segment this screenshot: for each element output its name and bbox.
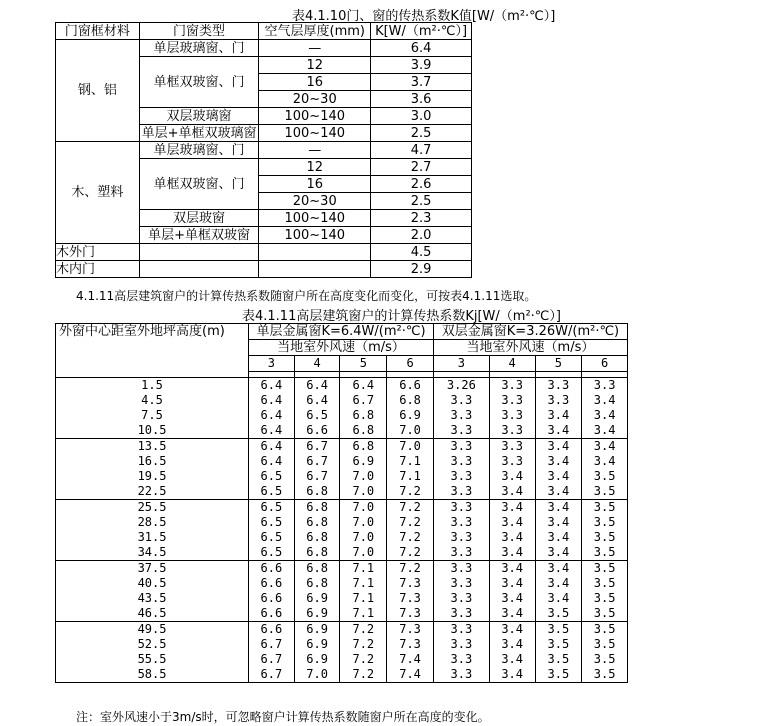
kj-value-cell: 3.3 [489,454,535,469]
kj-value-cell: 3.3 [433,439,489,455]
table2-data-row [56,576,628,591]
kj-value-cell: 3.4 [582,439,628,455]
empty-cell [139,244,259,261]
kj-value-cell: 3.3 [535,393,582,408]
height-cell: 10.5 [56,423,249,439]
kj-value-cell: 7.2 [387,545,434,561]
air-gap-cell: 100~140 [259,210,371,227]
k-value-cell: 4.5 [371,244,472,261]
k-value-cell: 4.7 [371,142,472,159]
kj-value-cell: 3.3 [433,454,489,469]
kj-value-cell: 6.7 [294,454,340,469]
kj-value-cell: 6.5 [249,530,295,545]
kj-value-cell: 3.5 [582,561,628,577]
table2-data-row [56,484,628,500]
kj-value-cell: 6.4 [249,378,295,394]
kj-value-cell: 6.9 [294,591,340,606]
kj-value-cell: 6.7 [340,393,387,408]
kj-value-cell: 3.3 [433,561,489,577]
wind-speed-value: 5 [340,356,387,372]
kj-value-cell: 7.0 [340,515,387,530]
kj-value-cell: 6.8 [294,576,340,591]
empty-cell [259,244,371,261]
height-cell: 55.5 [56,652,249,667]
kj-value-cell: 7.4 [387,652,434,667]
kj-value-cell: 7.0 [340,500,387,516]
kj-value-cell: 6.6 [249,591,295,606]
k-value-cell: 2.5 [371,125,472,142]
kj-value-cell: 3.3 [433,606,489,622]
kj-value-cell: 3.5 [535,622,582,638]
kj-value-cell: 6.4 [249,408,295,423]
air-gap-cell: 16 [259,74,371,91]
kj-value-cell: 6.6 [294,423,340,439]
kj-value-cell: 7.3 [387,637,434,652]
kj-value-cell: 3.5 [535,637,582,652]
table2-data-row [56,454,628,469]
k-value-cell: 6.4 [371,40,472,57]
kj-value-cell: 3.4 [582,408,628,423]
clause-4-1-11-text: 4.1.11高层建筑窗户的计算传热系数随窗户所在高度变化而变化，可按表4.1.11选取。 [76,289,537,303]
kj-value-cell: 7.2 [340,667,387,683]
kj-value-cell: 3.3 [433,652,489,667]
air-gap-cell: — [259,40,371,57]
window-type-cell: 单层玻璃窗、门 [139,142,259,159]
wind-speed-value: 6 [582,356,628,372]
kj-value-cell: 6.6 [249,561,295,577]
air-gap-cell: 12 [259,57,371,74]
kj-value-cell: 7.0 [340,469,387,484]
kj-value-cell: 3.3 [582,378,628,394]
height-cell: 25.5 [56,500,249,516]
table2-data-row [56,530,628,545]
kj-value-cell: 7.2 [340,652,387,667]
kj-value-cell: 3.4 [535,515,582,530]
table2-data-row [56,622,628,638]
kj-value-cell: 7.2 [387,515,434,530]
kj-value-cell: 3.4 [535,576,582,591]
kj-value-cell: 3.5 [535,606,582,622]
footnote-wind-speed: 注：室外风速小于3m/s时，可忽略窗户计算传热系数随窗户所在高度的变化。 [76,710,490,724]
kj-value-cell: 3.3 [433,667,489,683]
air-gap-cell: 100~140 [259,227,371,244]
kj-value-cell: 3.4 [535,408,582,423]
height-header: 外窗中心距室外地坪高度(m) [56,324,249,378]
window-type-cell: 双层玻璃窗 [139,108,259,125]
kj-value-cell: 3.3 [489,378,535,394]
kj-value-cell: 3.5 [582,576,628,591]
window-type-cell: 单层+单框双玻璃窗 [139,125,259,142]
table2-data-row [56,439,628,455]
kj-value-cell: 3.4 [489,622,535,638]
height-cell: 34.5 [56,545,249,561]
kj-value-cell: 6.6 [249,606,295,622]
window-type-cell: 单框双玻窗、门 [139,159,259,210]
table2-data-row [56,469,628,484]
kj-value-cell: 3.3 [489,393,535,408]
table2-data-row [56,408,628,423]
window-type-cell: 单层+单框双玻窗 [139,227,259,244]
k-value-cell: 3.6 [371,91,472,108]
kj-value-cell: 3.4 [535,423,582,439]
kj-value-cell: 6.7 [249,667,295,683]
kj-value-cell: 6.7 [249,637,295,652]
kj-value-cell: 3.5 [582,637,628,652]
kj-value-cell: 3.3 [489,423,535,439]
kj-value-cell: 6.5 [249,500,295,516]
kj-value-cell: 3.3 [433,393,489,408]
kj-value-cell: 3.5 [582,500,628,516]
kj-value-cell: 3.4 [489,545,535,561]
kj-value-cell: 3.4 [489,606,535,622]
k-value-cell: 2.6 [371,176,472,193]
kj-value-cell: 3.4 [489,469,535,484]
kj-value-cell: 3.4 [535,454,582,469]
table1-header-cell: 门窗类型 [139,23,259,40]
kj-value-cell: 6.6 [249,622,295,638]
kj-value-cell: 3.5 [582,667,628,683]
height-cell: 19.5 [56,469,249,484]
kj-value-cell: 3.4 [489,591,535,606]
table2-data-row [56,637,628,652]
table2-data-row [56,667,628,683]
kj-value-cell: 7.1 [340,606,387,622]
height-cell: 52.5 [56,637,249,652]
kj-value-cell: 6.8 [294,561,340,577]
kj-value-cell: 7.3 [387,606,434,622]
kj-value-cell: 6.4 [249,393,295,408]
kj-value-cell: 7.3 [387,576,434,591]
kj-value-cell: 7.1 [340,591,387,606]
kj-value-cell: 6.8 [294,500,340,516]
kj-value-cell: 3.4 [489,530,535,545]
kj-value-cell: 6.8 [340,408,387,423]
table2-data-row [56,561,628,577]
kj-value-cell: 6.8 [294,515,340,530]
table1-row [56,142,472,159]
kj-value-cell: 3.3 [489,439,535,455]
kj-value-cell: 6.8 [340,423,387,439]
height-cell: 4.5 [56,393,249,408]
kj-value-cell: 3.5 [582,591,628,606]
kj-value-cell: 6.8 [294,530,340,545]
kj-value-cell: 3.5 [582,530,628,545]
wind-speed-value: 6 [387,356,434,372]
wind-speed-value: 3 [249,356,295,372]
air-gap-cell: 20~30 [259,91,371,108]
table1-header-cell: 空气层厚度(mm) [259,23,371,40]
empty-cell [259,261,371,278]
kj-value-cell: 6.4 [249,454,295,469]
kj-value-cell: 3.3 [433,545,489,561]
kj-value-cell: 3.4 [535,439,582,455]
material-cell: 木、塑料 [56,142,140,244]
kj-value-cell: 6.9 [387,408,434,423]
kj-value-cell: 3.4 [489,667,535,683]
kj-value-cell: 3.3 [433,576,489,591]
k-value-cell: 3.0 [371,108,472,125]
k-value-cell: 3.9 [371,57,472,74]
kj-value-cell: 3.5 [535,667,582,683]
kj-value-cell: 6.5 [249,484,295,500]
height-cell: 28.5 [56,515,249,530]
table2-header-row [56,324,628,340]
height-cell: 1.5 [56,378,249,394]
k-value-cell: 2.3 [371,210,472,227]
kj-value-cell: 3.4 [535,545,582,561]
kj-value-cell: 3.3 [489,408,535,423]
air-gap-cell: 100~140 [259,125,371,142]
kj-value-cell: 6.8 [340,439,387,455]
table2-data-row [56,423,628,439]
single-glazing-header: 单层金属窗K=6.4W/(m²·℃) [249,324,434,340]
wind-speed-value: 3 [433,356,489,372]
height-cell: 43.5 [56,591,249,606]
kj-value-cell: 7.2 [340,622,387,638]
kj-value-cell: 6.4 [340,378,387,394]
table2-data-row [56,652,628,667]
table1-caption: 表4.1.10门、窗的传热系数K值[W/（m²·℃）] [292,9,556,24]
k-value-cell: 2.7 [371,159,472,176]
kj-value-cell: 3.4 [489,561,535,577]
table1-door-row [56,244,472,261]
kj-value-cell: 3.3 [433,484,489,500]
table2-data-row [56,378,628,394]
kj-value-cell: 3.4 [489,515,535,530]
window-type-cell: 双层玻窗 [139,210,259,227]
wind-speed-header: 当地室外风速（m/s） [249,340,434,356]
kj-value-cell: 6.6 [387,378,434,394]
kj-value-cell: 6.5 [249,469,295,484]
kj-value-cell: 6.7 [249,652,295,667]
height-cell: 40.5 [56,576,249,591]
wind-speed-header: 当地室外风速（m/s） [433,340,627,356]
kj-value-cell: 3.26 [433,378,489,394]
kj-value-cell: 3.3 [433,423,489,439]
kj-value-cell: 3.4 [535,469,582,484]
kj-value-cell: 3.4 [489,484,535,500]
height-cell: 7.5 [56,408,249,423]
kj-value-cell: 3.4 [489,652,535,667]
kj-value-cell: 6.8 [294,545,340,561]
kj-value-cell: 6.7 [294,439,340,455]
table2-data-row [56,591,628,606]
table1-door-row [56,261,472,278]
kj-value-cell: 6.9 [294,606,340,622]
kj-value-cell: 6.9 [294,637,340,652]
height-cell: 31.5 [56,530,249,545]
kj-value-cell: 3.4 [489,576,535,591]
kj-value-cell: 3.3 [433,408,489,423]
kj-value-cell: 3.5 [582,606,628,622]
kj-value-cell: 3.5 [582,652,628,667]
k-value-cell: 2.5 [371,193,472,210]
table2-caption: 表4.1.11高层建筑窗户的计算传热系数Kj[W/（m²·℃）] [242,309,561,324]
air-gap-cell: 20~30 [259,193,371,210]
kj-value-cell: 3.4 [535,591,582,606]
kj-value-cell: 3.5 [582,469,628,484]
material-cell: 木外门 [56,244,140,261]
kj-value-cell: 3.4 [535,530,582,545]
kj-value-cell: 3.3 [433,530,489,545]
table2-data-row [56,515,628,530]
table2-data-row [56,545,628,561]
kj-value-cell: 3.3 [433,591,489,606]
kj-value-cell: 6.4 [249,423,295,439]
table1-header-row [56,23,472,40]
kj-value-cell: 3.5 [582,545,628,561]
height-cell: 16.5 [56,454,249,469]
kj-value-cell: 6.4 [294,393,340,408]
kj-value-cell: 3.3 [433,637,489,652]
kj-value-cell: 3.4 [582,393,628,408]
kj-value-cell: 7.0 [387,439,434,455]
kj-value-cell: 3.4 [582,423,628,439]
kj-value-cell: 3.4 [535,484,582,500]
kj-value-cell: 3.3 [433,515,489,530]
height-cell: 46.5 [56,606,249,622]
kj-value-cell: 6.9 [294,622,340,638]
kj-value-cell: 7.0 [294,667,340,683]
kj-value-cell: 3.4 [535,500,582,516]
kj-value-cell: 3.4 [582,454,628,469]
kj-value-cell: 6.4 [249,439,295,455]
wind-speed-value: 5 [535,356,582,372]
kj-value-cell: 6.5 [249,515,295,530]
highrise-window-kj-table [55,323,628,683]
kj-value-cell: 3.3 [433,622,489,638]
kj-value-cell: 7.0 [340,530,387,545]
kj-value-cell: 6.4 [294,378,340,394]
double-glazing-header: 双层金属窗K=3.26W/(m²·℃) [433,324,627,340]
air-gap-cell: — [259,142,371,159]
material-cell: 钢、铝 [56,40,140,142]
kj-value-cell: 7.2 [387,484,434,500]
height-cell: 49.5 [56,622,249,638]
table1-header-cell: K[W/（m²·℃）] [371,23,472,40]
kj-value-cell: 7.0 [340,484,387,500]
kj-value-cell: 3.5 [535,652,582,667]
kj-value-cell: 6.9 [340,454,387,469]
kj-value-cell: 6.5 [249,545,295,561]
kj-value-cell: 7.0 [387,423,434,439]
kj-value-cell: 7.1 [340,561,387,577]
kj-value-cell: 3.5 [582,515,628,530]
kj-value-cell: 7.2 [387,561,434,577]
window-type-cell: 单框双玻窗、门 [139,57,259,108]
kj-value-cell: 6.8 [387,393,434,408]
height-cell: 13.5 [56,439,249,455]
wind-speed-value: 4 [489,356,535,372]
empty-cell [139,261,259,278]
air-gap-cell: 16 [259,176,371,193]
kj-value-cell: 3.5 [582,622,628,638]
table2-data-row [56,500,628,516]
kj-value-cell: 3.4 [489,500,535,516]
kj-value-cell: 6.9 [294,652,340,667]
kj-value-cell: 7.1 [387,469,434,484]
kj-value-cell: 6.8 [294,484,340,500]
door-window-k-table [55,22,472,278]
kj-value-cell: 3.3 [535,378,582,394]
air-gap-cell: 12 [259,159,371,176]
kj-value-cell: 7.3 [387,591,434,606]
kj-value-cell: 7.0 [340,545,387,561]
kj-value-cell: 3.4 [489,637,535,652]
kj-value-cell: 7.2 [387,500,434,516]
kj-value-cell: 3.4 [535,561,582,577]
k-value-cell: 2.0 [371,227,472,244]
table2-data-row [56,393,628,408]
kj-value-cell: 3.3 [433,469,489,484]
kj-value-cell: 6.7 [294,469,340,484]
window-type-cell: 单层玻璃窗、门 [139,40,259,57]
wind-speed-value: 4 [294,356,340,372]
kj-value-cell: 3.5 [582,484,628,500]
material-cell: 木内门 [56,261,140,278]
air-gap-cell: 100~140 [259,108,371,125]
table1-row [56,40,472,57]
kj-value-cell: 3.3 [433,500,489,516]
kj-value-cell: 7.2 [387,530,434,545]
height-cell: 58.5 [56,667,249,683]
kj-value-cell: 6.5 [294,408,340,423]
table1-header-cell: 门窗框材料 [56,23,140,40]
kj-value-cell: 7.4 [387,667,434,683]
table2-data-row [56,606,628,622]
kj-value-cell: 6.6 [249,576,295,591]
kj-value-cell: 7.2 [340,637,387,652]
k-value-cell: 3.7 [371,74,472,91]
kj-value-cell: 7.3 [387,622,434,638]
kj-value-cell: 7.1 [387,454,434,469]
k-value-cell: 2.9 [371,261,472,278]
height-cell: 37.5 [56,561,249,577]
kj-value-cell: 7.1 [340,576,387,591]
height-cell: 22.5 [56,484,249,500]
